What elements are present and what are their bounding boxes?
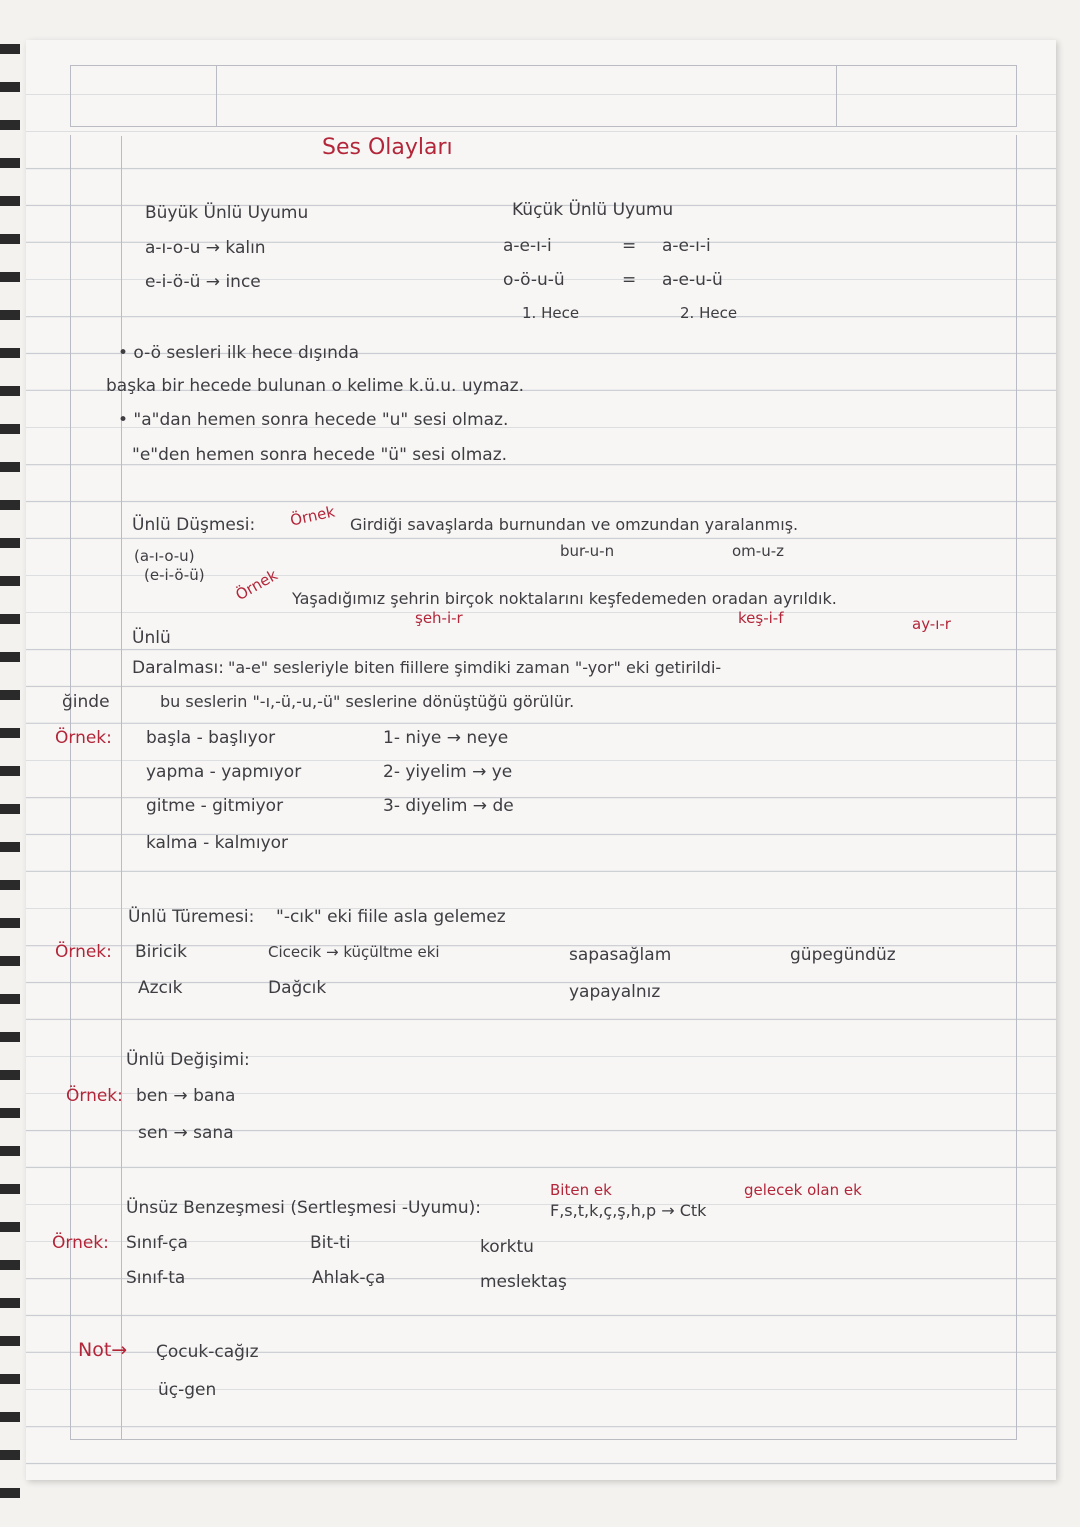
- syllable-note: ay-ı-r: [912, 615, 951, 633]
- rule-line: • o-ö sesleri ilk hece dışında: [118, 343, 360, 363]
- example-word: 2- yiyelim → ye: [383, 762, 513, 782]
- example-word: Azcık: [138, 978, 183, 998]
- turemesi-label: Ünlü Türemesi:: [128, 907, 255, 927]
- example-word: ben → bana: [136, 1086, 236, 1106]
- example-word: 3- diyelim → de: [383, 796, 514, 816]
- example-word: Cicecik → küçültme eki: [268, 943, 440, 961]
- example-sentence: Yaşadığımız şehrin birçok noktalarını keşfedemeden oradan ayrıldık.: [292, 589, 837, 608]
- ornek-label: Örnek: [232, 565, 281, 605]
- hece-label: 1. Hece: [522, 304, 580, 322]
- header-box: [70, 65, 1017, 127]
- note-word: Çocuk-cağız: [156, 1342, 259, 1362]
- example-word: Bit-ti: [310, 1233, 351, 1253]
- example-word: gitme - gitmiyor: [146, 796, 284, 816]
- header-divider: [216, 66, 217, 126]
- example-word: 1- niye → neye: [383, 728, 509, 748]
- example-word: kalma - kalmıyor: [146, 833, 289, 853]
- example-word: sapasağlam: [569, 945, 672, 965]
- small-harmony-left: a-e-ı-i: [503, 236, 552, 256]
- note-label: Not→: [78, 1339, 128, 1361]
- equals-sign: =: [622, 270, 637, 290]
- example-word: yapayalnız: [569, 982, 661, 1002]
- ornek-label: Örnek:: [55, 942, 112, 962]
- small-harmony-right: a-e-ı-i: [662, 236, 711, 256]
- benzesmesi-label: Ünsüz Benzeşmesi (Sertleşmesi -Uyumu):: [126, 1198, 481, 1218]
- ornek-label: Örnek:: [66, 1086, 123, 1106]
- rule-line: "e"den hemen sonra hecede "ü" sesi olmaz.: [132, 445, 508, 465]
- daralmasi-continuation: ğinde: [62, 692, 110, 712]
- dusmesi-label: Ünlü Düşmesi:: [132, 515, 256, 535]
- ornek-label: Örnek: [288, 502, 337, 530]
- equals-sign: =: [622, 236, 637, 256]
- example-word: Dağcık: [268, 978, 327, 998]
- vowel-group: (e-i-ö-ü): [144, 566, 205, 584]
- note-word: üç-gen: [158, 1380, 217, 1400]
- big-harmony-title: Büyük Ünlü Uyumu: [145, 203, 309, 223]
- small-harmony-title: Küçük Ünlü Uyumu: [512, 200, 674, 220]
- spiral-binding: [0, 30, 20, 1500]
- example-word: sen → sana: [138, 1123, 234, 1143]
- syllable-note: om-u-z: [732, 542, 784, 560]
- syllable-note: keş-i-f: [738, 609, 784, 627]
- page-title: Ses Olayları: [322, 135, 453, 160]
- example-word: korktu: [480, 1237, 534, 1257]
- example-word: Biricik: [135, 942, 188, 962]
- example-word: yapma - yapmıyor: [146, 762, 302, 782]
- example-word: Sınıf-ta: [126, 1268, 186, 1288]
- daralmasi-text: bu seslerin "-ı,-ü,-u,-ü" seslerine dönüştüğü görülür.: [160, 692, 575, 711]
- rule-line: • "a"dan hemen sonra hecede "u" sesi olmaz.: [118, 410, 509, 430]
- margin-line: [121, 136, 122, 1440]
- hece-label: 2. Hece: [680, 304, 738, 322]
- example-word: Sınıf-ça: [126, 1233, 188, 1253]
- rule-line: başka bir hecede bulunan o kelime k.ü.u. uymaz.: [106, 376, 524, 396]
- vowel-group: (a-ı-o-u): [134, 547, 195, 565]
- benzesmesi-sounds: F,s,t,k,ç,ş,h,p → Ctk: [550, 1201, 707, 1220]
- example-sentence: Girdiği savaşlarda burnundan ve omzundan yaralanmış.: [350, 515, 799, 534]
- annotation: gelecek olan ek: [744, 1181, 862, 1199]
- small-harmony-right: a-e-u-ü: [662, 270, 723, 290]
- turemesi-text: "-cık" eki fiile asla gelemez: [276, 907, 506, 927]
- daralmasi-text: "a-e" sesleriyle biten fiillere şimdiki zaman "-yor" eki getirildi-: [228, 658, 722, 677]
- daralmasi-label: Ünlü: [132, 628, 171, 648]
- ornek-label: Örnek:: [55, 728, 112, 748]
- example-word: güpegündüz: [790, 945, 896, 965]
- example-word: Ahlak-ça: [312, 1268, 386, 1288]
- example-word: başla - başlıyor: [146, 728, 276, 748]
- daralmasi-label: Daralması:: [132, 658, 224, 678]
- example-word: meslektaş: [480, 1272, 567, 1292]
- big-harmony-line: a-ı-o-u → kalın: [145, 238, 266, 258]
- ornek-label: Örnek:: [52, 1233, 109, 1253]
- syllable-note: şeh-i-r: [415, 609, 463, 627]
- body-frame: [70, 135, 1017, 1440]
- annotation: Biten ek: [550, 1181, 612, 1199]
- big-harmony-line: e-i-ö-ü → ince: [145, 272, 261, 292]
- header-divider: [836, 66, 837, 126]
- degisimi-label: Ünlü Değişimi:: [126, 1050, 250, 1070]
- syllable-note: bur-u-n: [560, 542, 615, 560]
- small-harmony-left: o-ö-u-ü: [503, 270, 565, 290]
